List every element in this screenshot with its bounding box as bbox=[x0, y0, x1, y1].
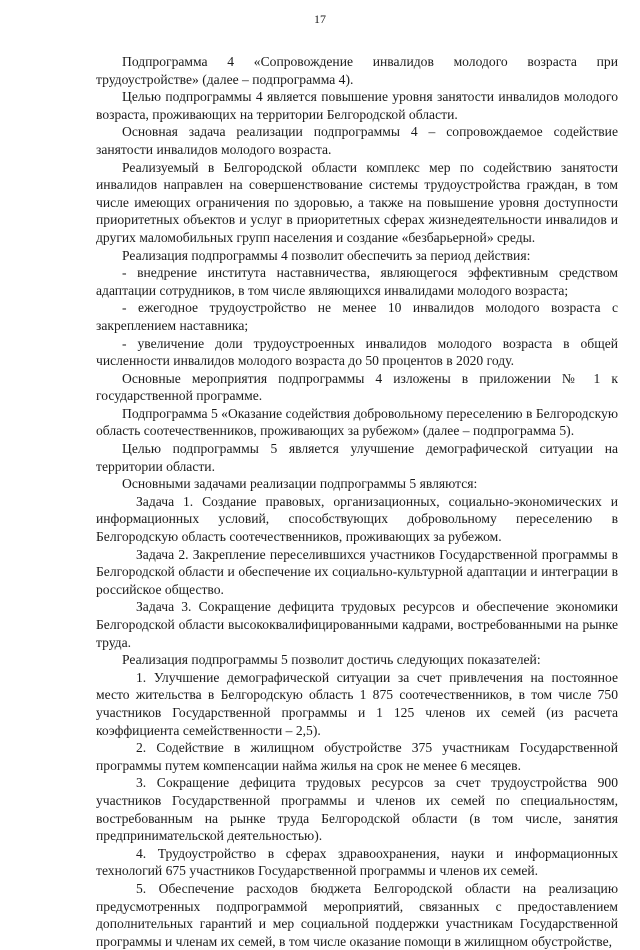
paragraph: Подпрограмма 4 «Сопровождение инвалидов молодого возраста при трудоустройстве» (далее – подпрограмма 4). bbox=[96, 54, 618, 87]
paragraph: Основные мероприятия подпрограммы 4 изложены в приложении № 1 к государственной программе. bbox=[96, 370, 618, 404]
paragraph: Основными задачами реализации подпрограммы 5 являются: bbox=[122, 476, 478, 492]
paragraph: Целью подпрограммы 5 является улучшение демографической ситуации на территории области. bbox=[96, 441, 618, 474]
list-item: - внедрение института наставничества, являющегося эффективным средством адаптации сотрудников, в том числе являющихся инвалидами молодого возраста; bbox=[96, 265, 618, 298]
indicator-item: 2. Содействие в жилищном обустройстве 375 участникам Государственной программы путем компенсации найма жилья на срок не менее 6 месяцев. bbox=[96, 740, 618, 773]
list-item: - ежегодное трудоустройство не менее 10 инвалидов молодого возраста с закреплением наставника; bbox=[96, 300, 618, 333]
task-item: Задача 3. Сокращение дефицита трудовых ресурсов и обеспечение экономики Белгородской области высококвалифицированными кадрами, востребованными на рынке труда. bbox=[96, 599, 618, 650]
task-item: Задача 2. Закрепление переселившихся участников Государственной программы в Белгородской области и обеспечение их социально-культурной адаптации и интеграции в российское общество. bbox=[96, 546, 618, 597]
document-body bbox=[96, 53, 618, 950]
paragraph: Целью подпрограммы 4 является повышение уровня занятости инвалидов молодого возраста, проживающих на территории Белгородской области. bbox=[96, 89, 618, 122]
list-item: - увеличение доли трудоустроенных инвалидов молодого возраста в общей численности инвалидов молодого возраста до 50 процентов в 2020 году. bbox=[96, 335, 618, 369]
paragraph: Реализуемый в Белгородской области комплекс мер по содействию занятости инвалидов направлен на совершенствование системы трудоустройства граждан, в том числе имеющих ограничения по здоровью, а также на повышение уровня доступности приоритетных объектов и услуг в приоритетных сферах жизнедеятельности инвалидов и других маломобильных групп населения и создание «безбарьерной» среды. bbox=[96, 159, 618, 245]
paragraph: Реализация подпрограммы 5 позволит достичь следующих показателей: bbox=[122, 652, 541, 668]
task-item: Задача 1. Создание правовых, организационных, социально-экономических и информационных условий, способствующих добровольному переселению в Белгородскую область соотечественников, проживающих за рубежом. bbox=[96, 493, 618, 545]
paragraph: Подпрограмма 5 «Оказание содействия добровольному переселению в Белгородскую область соотечественников, проживающих за рубежом» (далее – подпрограмма 5). bbox=[96, 405, 618, 439]
indicator-item: 1. Улучшение демографической ситуации за счет привлечения на постоянное место жительства в Белгородскую область 1 875 соотечественников, в том числе 750 участников Государственной программы и 1 125 членов их семей (из расчета коэффициента семейственности – 2,5). bbox=[96, 669, 618, 738]
paragraph: Основная задача реализации подпрограммы 4 – сопровождаемое содействие занятости инвалидов молодого возраста. bbox=[96, 124, 618, 157]
indicator-item: 4. Трудоустройство в сферах здравоохранения, науки и информационных технологий 675 участников Государственной программы и членов их семей. bbox=[96, 845, 618, 879]
indicator-item: 3. Сокращение дефицита трудовых ресурсов за счет трудоустройства 900 участников Государственной программы и членов их семей по специальностям, востребованным на рынке труда Белгородской области (в том числе, занятия предпринимательской деятельностью). bbox=[96, 775, 618, 844]
paragraph: Реализация подпрограммы 4 позволит обеспечить за период действия: bbox=[122, 247, 531, 263]
page-number: 17 bbox=[314, 12, 326, 26]
indicator-item: 5. Обеспечение расходов бюджета Белгородской области на реализацию предусмотренных подпрограммой мероприятий, связанных с предоставлением дополнительных гарантий и мер социальной поддержки участникам Государственной программы и членам их семей, в том числе оказание помощи в жилищном обустройстве, bbox=[96, 880, 618, 949]
